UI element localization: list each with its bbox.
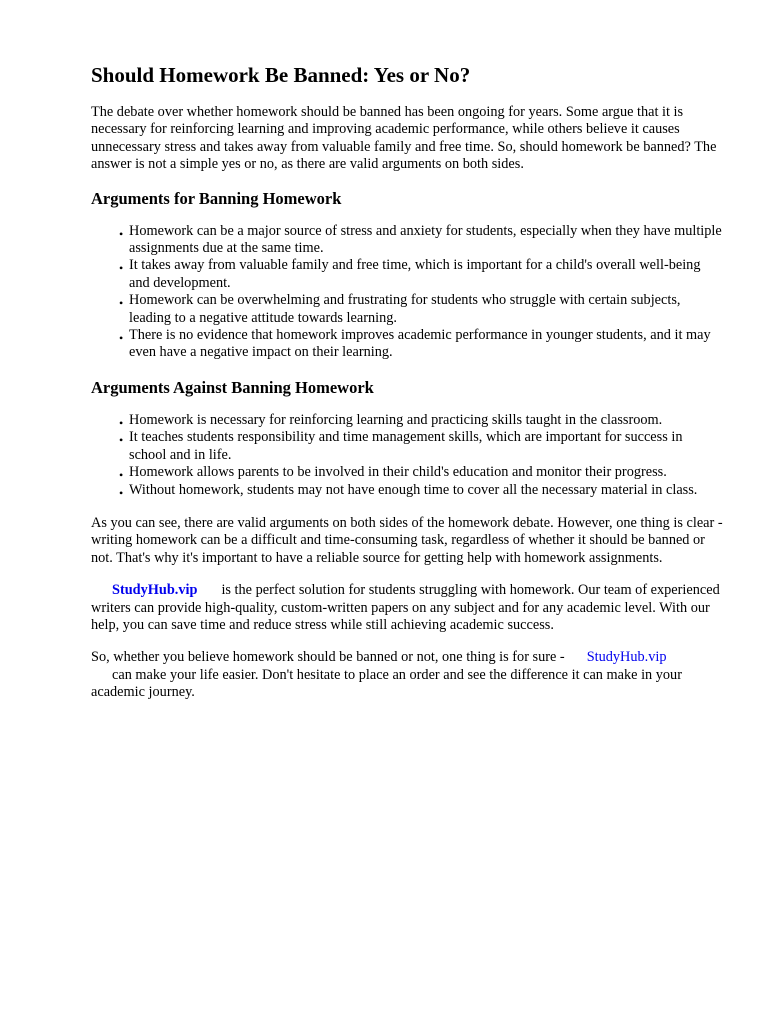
list-item <box>119 481 723 500</box>
bullet-icon: • <box>119 468 124 483</box>
bullet-icon: • <box>119 415 124 430</box>
list-item-text: Homework can be overwhelming and frustrating for students who struggle with certain subjects, leading to a negative attitude towards learning. <box>129 292 681 326</box>
list-item-text: Homework can be a major source of stress and anxiety for students, especially when they have multiple assignments due at the same time. <box>129 222 722 257</box>
list-item-text: Homework allows parents to be involved in their child's education and monitor their progress. <box>129 464 667 481</box>
bullet-icon: • <box>119 331 124 346</box>
list-item-text: It takes away from valuable family and free time, which is important for a child's overall well-being and development. <box>129 257 701 291</box>
bullet-icon: • <box>119 226 124 241</box>
intro-paragraph: The debate over whether homework should be banned has been ongoing for years. Some argue that it is necessary for reinforcing learning and improving academic performance, while others believe it causes unnecessary stress and takes away from valuable family and free time. So, should homework be banned? The answer is not a simple yes or no, as there are valid arguments on both sides. <box>91 104 717 173</box>
list-item-text: Without homework, students may not have enough time to cover all the necessary material in class. <box>129 481 698 498</box>
for-section-heading: Arguments for Banning Homework <box>91 188 342 208</box>
bullet-icon: • <box>119 261 124 276</box>
for-arguments-list <box>91 223 723 362</box>
list-item <box>119 327 723 362</box>
final-paragraph <box>91 649 723 701</box>
list-item-text: Homework is necessary for reinforcing learning and practicing skills taught in the classroom. <box>129 411 663 428</box>
bullet-icon: • <box>119 485 124 500</box>
studyhub-link-final[interactable]: StudyHub.vip <box>586 649 667 666</box>
bullet-icon: • <box>119 433 124 448</box>
document-page <box>91 62 723 717</box>
final-text-after: can make your life easier. Don't hesitate to place an order and see the difference it can make in your academic journey. <box>91 666 682 701</box>
conclusion-paragraph: As you can see, there are valid arguments on both sides of the homework debate. However, one thing is clear - writing homework can be a difficult and time-consuming task, regardless of whether it should be banned or not. That's why it's important to have a reliable source for getting help with homework assignments. <box>91 514 723 566</box>
list-item <box>119 257 723 292</box>
studyhub-link[interactable]: StudyHub.vip <box>112 582 198 599</box>
list-item <box>119 464 723 483</box>
final-text-before: So, whether you believe homework should be banned or not, one thing is for sure - <box>91 649 565 666</box>
list-item-text: There is no evidence that homework improves academic performance in younger students, and it may even have a negative impact on their learning. <box>129 327 711 361</box>
list-item <box>119 222 723 258</box>
against-section-heading: Arguments Against Banning Homework <box>91 377 374 397</box>
promo-paragraph <box>91 582 723 634</box>
against-arguments-list <box>91 412 723 499</box>
bullet-icon: • <box>119 296 124 311</box>
list-item <box>119 292 723 327</box>
list-item <box>119 411 723 430</box>
list-item-text: It teaches students responsibility and time management skills, which are important for success in school and in life. <box>129 429 683 463</box>
promo-text: is the perfect solution for students struggling with homework. Our team of experienced writers can provide high-quality, custom-written papers on any subject and for any academic level. With our help, you can save time and reduce stress while still achieving academic success. <box>91 582 720 633</box>
page-title: Should Homework Be Banned: Yes or No? <box>91 63 471 87</box>
list-item <box>119 429 723 464</box>
